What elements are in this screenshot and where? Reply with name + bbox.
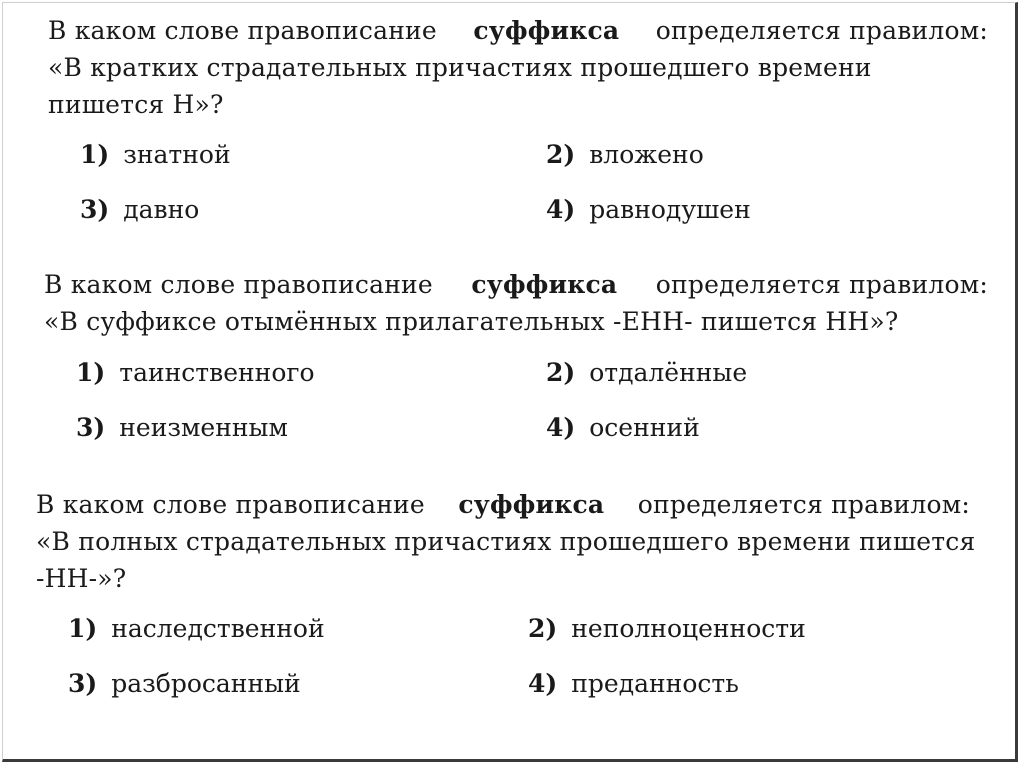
stem-intro: В каком слове правописание [36,490,425,519]
answer-option-2[interactable] [528,614,806,643]
stem-rule-word: определяется правилом: [655,270,988,299]
option-number: 4) [546,413,576,442]
option-number: 1) [76,358,106,387]
option-number: 4) [528,669,558,698]
option-word: наследственной [111,614,325,643]
option-number: 3) [76,413,106,442]
question-stem [36,486,970,523]
option-number: 2) [546,140,576,169]
question-text [36,486,976,597]
stem-rule-word: определяется правилом: [655,16,988,45]
stem-keyword: суффикса [473,16,620,45]
stem-intro: В каком слове правописание [44,270,433,299]
answer-option-3[interactable] [80,195,199,224]
option-word: неизменным [119,413,288,442]
option-number: 2) [528,614,558,643]
option-word: давно [123,195,200,224]
stem-keyword: суффикса [458,490,605,519]
option-word: преданность [571,669,739,698]
rule-line: пишется Н»? [48,90,224,119]
answer-option-1[interactable] [68,614,325,643]
stem-keyword: суффикса [471,270,618,299]
option-word: вложено [589,140,704,169]
question-text [48,12,988,123]
option-number: 1) [68,614,98,643]
answer-option-2[interactable] [546,140,704,169]
option-word: неполноценности [571,614,806,643]
question-2 [44,266,988,442]
option-number: 2) [546,358,576,387]
question-1 [48,12,988,224]
option-word: знатной [123,140,231,169]
option-number: 3) [80,195,110,224]
option-number: 1) [80,140,110,169]
stem-intro: В каком слове правописание [48,16,437,45]
answer-option-4[interactable] [528,669,739,698]
answer-option-4[interactable] [546,413,700,442]
question-stem [48,12,988,49]
option-word: таинственного [119,358,315,387]
answer-option-3[interactable] [68,669,301,698]
question-3 [36,486,976,698]
answer-option-3[interactable] [76,413,288,442]
answer-option-1[interactable] [80,140,231,169]
option-number: 4) [546,195,576,224]
option-word: равнодушен [589,195,751,224]
answer-option-4[interactable] [546,195,751,224]
rule-line: -НН-»? [36,564,127,593]
option-word: осенний [589,413,700,442]
option-word: разбросанный [111,669,301,698]
answer-option-2[interactable] [546,358,747,387]
option-number: 3) [68,669,98,698]
rule-line: «В суффиксе отымённых прилагательных -ЕНН- пишется НН»? [44,307,899,336]
question-stem [44,266,988,303]
answer-option-1[interactable] [76,358,315,387]
stem-rule-word: определяется правилом: [637,490,970,519]
rule-line: «В кратких страдательных причастиях прошедшего времени [48,53,872,82]
rule-line: «В полных страдательных причастиях прошедшего времени пишется [36,527,976,556]
question-text [44,266,988,340]
option-word: отдалённые [589,358,748,387]
